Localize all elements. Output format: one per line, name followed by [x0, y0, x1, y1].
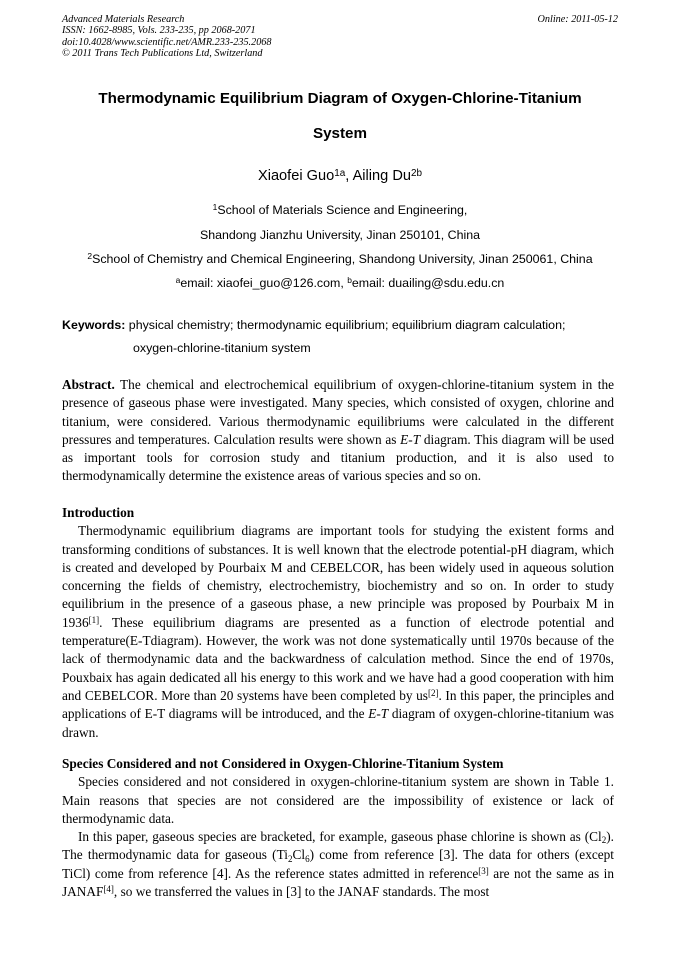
keywords-text-1: physical chemistry; thermodynamic equilibrium; equilibrium diagram calculation; — [125, 318, 566, 332]
author-separator: , — [345, 168, 353, 184]
species-text-d: ) come from reference [3]. The data for others (except TiCl) come from reference [4]. As the reference states admitted in reference — [62, 847, 614, 881]
email-b: email: duailing@sdu.edu.cn — [351, 276, 505, 290]
author-2-affil-mark: 2b — [410, 167, 423, 179]
species-text-f: , so we transferred the values in [3] to the JANAF standards. The most — [113, 884, 490, 900]
doi-line: doi:10.4028/www.scientific.net/AMR.233-235.2068 — [62, 36, 272, 48]
abstract-et: E-T — [400, 431, 421, 447]
affiliation-1-line-1 — [62, 203, 618, 217]
journal-name: Advanced Materials Research — [62, 14, 185, 25]
affiliation-1-mark: 1 — [212, 202, 218, 213]
author-list — [62, 168, 618, 184]
abstract-text-2: diagram. This diagram will be used as important tools for corrosion study and titanium production, and it is also used to thermodynamically determine the existence areas of various species and so on. — [62, 431, 614, 484]
introduction-heading: Introduction — [62, 505, 135, 520]
affiliation-1-line-2: Shandong Jianzhu University, Jinan 250101, China — [199, 228, 481, 242]
species-paragraph-1: Species considered and not considered in oxygen-chlorine-titanium system are shown in Table 1. Main reasons that species are not considered are the impossibility of existence or lack of thermodynamic data. — [62, 774, 614, 826]
intro-text-d: diagram of oxygen-chlorine-titanium was drawn. — [62, 706, 614, 740]
intro-et: E-T — [368, 706, 389, 722]
introduction-section — [62, 504, 614, 742]
subscript-cl2: 2 — [601, 835, 607, 846]
intro-text-b: . These equilibrium diagrams are presented as a function of electrode potential and temperature(E-Tdiagram). However, the work was not done systematically until 1970s because of the lack of thermodynamic data and the backwardness of calculation method. Since the end of 1970s, Pouxbaix has again dedicated all his energy to this work and we have had a good cooperation with him and CEBELCOR. More than 20 systems have been completed by us — [62, 614, 614, 703]
copyright-line: © 2011 Trans Tech Publications Ltd, Switzerland — [62, 48, 263, 60]
author-1-name: Xiaofei Guo — [257, 168, 335, 184]
species-heading: Species Considered and not Considered in Oxygen-Chlorine-Titanium System — [62, 756, 504, 771]
ref-4-mark: [4] — [103, 884, 114, 895]
species-paragraph-2 — [62, 828, 614, 901]
abstract-text-1: The chemical and electrochemical equilibrium of oxygen-chlorine-titanium system in the presence of gaseous phase were investigated. Many species, which consisted of oxygen, chlorine and titanium, were considered. Various thermodynamic equilibriums were calculated in the different pressures and temperatures. Calculation results were shown as — [62, 377, 614, 447]
introduction-paragraph — [62, 522, 614, 742]
ref-1-mark: [1] — [88, 614, 100, 625]
email-b-mark: b — [347, 275, 352, 286]
keywords-line-2: oxygen-chlorine-titanium system — [133, 341, 311, 355]
subscript-ti2: 2 — [287, 853, 293, 864]
intro-text-c: . In this paper, the principles and applications of E-T diagrams will be introduced, and the — [62, 687, 614, 722]
affiliation-2-text: School of Chemistry and Chemical Engineering, Shandong University, Jinan 250061, China — [92, 252, 593, 266]
abstract — [62, 376, 614, 486]
species-text-a: In this paper, gaseous species are bracketed, for example, gaseous phase chlorine is shown as (Cl — [78, 829, 602, 845]
intro-text-a: Thermodynamic equilibrium diagrams are important tools for studying the existent forms and transforming conditions of substances. It is well known that the electrode potential-pH diagram, which is created and developed by Pourbaix M and CEBELCOR, has been widely used in aqueous solution concerning the fields of chemistry, electrochemistry, biochemistry and so on. In order to study equilibrium in the presence of a gaseous phase, a new principle was proposed by Pourbaix M in 1936 — [62, 523, 614, 630]
email-a-mark: a — [175, 275, 181, 286]
species-text-c: Cl — [292, 847, 306, 863]
author-1-affil-mark: 1a — [334, 167, 346, 179]
species-text-e: are not the same as in JANAF — [62, 865, 614, 900]
email-line — [62, 276, 618, 290]
online-date: Online: 2011-05-12 — [537, 14, 618, 25]
affiliation-2-mark: 2 — [87, 251, 93, 262]
affiliation-2 — [62, 252, 618, 266]
species-text-b: ). The thermodynamic data for gaseous (Ti — [62, 829, 614, 863]
journal-header — [62, 14, 618, 60]
email-a: email: xiaofei_guo@126.com, — [180, 276, 348, 290]
author-2-name: Ailing Du — [352, 168, 411, 184]
species-section — [62, 755, 614, 901]
ref-3-mark: [3] — [478, 865, 489, 876]
keywords-line-1 — [62, 318, 618, 332]
issn-line: ISSN: 1662-8985, Vols. 233-235, pp 2068-2071 — [62, 25, 256, 37]
keywords-label: Keywords: — [62, 318, 126, 332]
ref-2-mark: [2] — [427, 687, 439, 698]
paper-title-line-2: System — [312, 125, 368, 142]
subscript-cl6: 6 — [305, 853, 310, 864]
paper-title-line-1: Thermodynamic Equilibrium Diagram of Oxygen-Chlorine-Titanium — [98, 90, 582, 107]
affiliation-1-text: School of Materials Science and Engineering, — [217, 203, 468, 217]
abstract-label: Abstract. — [62, 377, 115, 392]
